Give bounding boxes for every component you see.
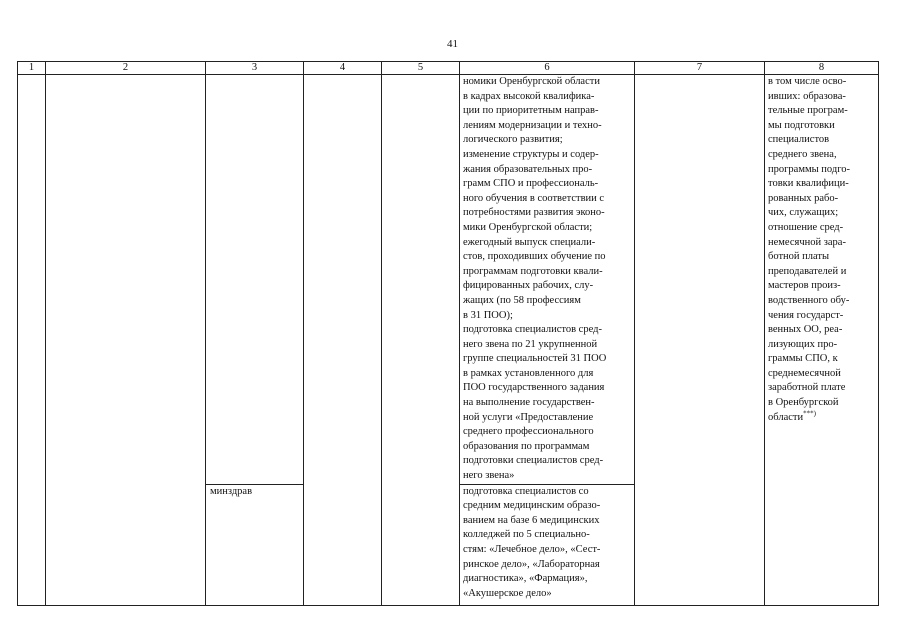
cell-col3-empty (206, 75, 304, 485)
column-header-6: 6 (460, 62, 635, 75)
column-header-5: 5 (382, 62, 460, 75)
cell-col7 (635, 75, 765, 606)
medical-training-text: подготовка специалистов со средним медицинским образо- ванием на базе 6 медицинских колледжей по 5 специально- стям: «Лечебное дело», «Сест- ринское дело», «Лабораторная диагностика», «Фармация», «Акушерское дело» (463, 485, 601, 599)
indicators-body: в том числе осво- ивших: образова- тельные програм- мы подготовки специалистов среднего звена, программы подго- товки квалифици- рованных рабо- чих, служащих; отношение сред- немесячной зара- ботной платы преподавателей и мастеров произ- водственного обу- чения государст- венных ОО, реа- лизующих про- граммы СПО, к среднемесячной заработной плате в Оренбургской области (768, 76, 851, 423)
cell-col8-indicators (765, 75, 879, 606)
column-header-4: 4 (304, 62, 382, 75)
measures-text: номики Оренбургской области в кадрах высокой квалифика- ции по приоритетным направ- лениям модернизации и техно- логического развития; изменение структуры и содер- жания образовательных про- грамм СПО и профессиональ- ного обучения в соответствии с потребностями развития эконо- мики Оренбургской области; ежегодный выпуск специали- стов, проходивших обучение по программам подготовки квали- фицированных рабочих, слу- жащих (по 58 профессиям в 31 ПОО); подготовка специалистов сред- него звена по 21 укрупненной группе специальностей 31 ПОО в рамках установленного для ПОО государственного задания на выполнение государствен- ной услуги «Предоставление среднего профессионального образования по программам подготовки специалистов сред- него звена» (463, 76, 607, 482)
cell-col3-agency (206, 484, 304, 605)
cell-col5 (382, 75, 460, 606)
table-row (18, 75, 879, 485)
page-number: 41 (447, 38, 458, 50)
cell-col4 (304, 75, 382, 606)
header-row (18, 62, 879, 75)
cell-col6-measures (460, 75, 635, 485)
column-header-3: 3 (206, 62, 304, 75)
program-table (17, 61, 879, 606)
footnote-mark: ***) (803, 409, 816, 418)
indicators-text (768, 75, 876, 425)
column-header-1: 1 (18, 62, 46, 75)
column-header-2: 2 (46, 62, 206, 75)
column-header-7: 7 (635, 62, 765, 75)
cell-col2 (46, 75, 206, 606)
cell-col1 (18, 75, 46, 606)
column-header-8: 8 (765, 62, 879, 75)
agency-label: минздрав (210, 485, 253, 497)
cell-col6-medical (460, 484, 635, 605)
